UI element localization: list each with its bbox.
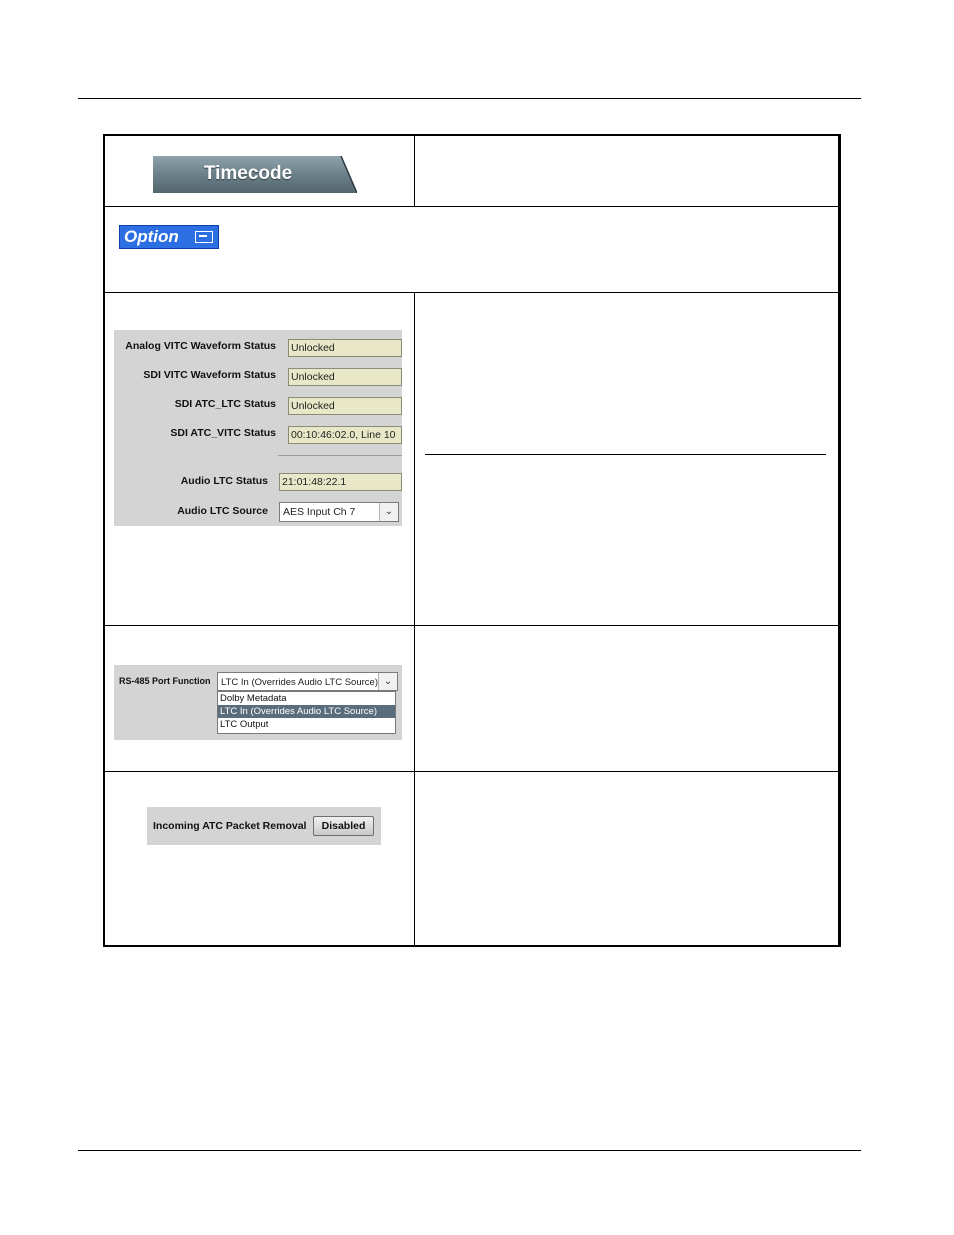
analog-vitc-label: Analog VITC Waveform Status: [125, 340, 276, 352]
table-divider: [105, 292, 838, 293]
sdi-atc-vitc-label: SDI ATC_VITC Status: [170, 427, 276, 439]
parameter-table: [103, 134, 841, 947]
audio-ltc-status-field: 21:01:48:22.1: [279, 473, 402, 491]
analog-vitc-status-field: Unlocked: [288, 339, 402, 357]
panel-separator: [278, 455, 402, 456]
sdi-atc-ltc-label: SDI ATC_LTC Status: [174, 398, 276, 410]
atc-packet-removal-panel: [147, 807, 381, 845]
header-rule: [78, 98, 861, 99]
footer-rule: [78, 1150, 861, 1151]
atc-packet-removal-label: Incoming ATC Packet Removal: [153, 820, 307, 832]
timecode-tab[interactable]: [153, 156, 357, 193]
column-divider: [414, 136, 415, 206]
rs485-port-function-select[interactable]: [217, 672, 398, 691]
table-divider: [105, 206, 838, 207]
sdi-vitc-status-field: Unlocked: [288, 368, 402, 386]
column-divider: [414, 292, 415, 947]
rs485-option-selected[interactable]: LTC In (Overrides Audio LTC Source): [218, 705, 395, 718]
chevron-down-icon[interactable]: ⌄: [378, 673, 397, 690]
audio-ltc-source-value: AES Input Ch 7: [283, 506, 356, 518]
table-divider: [105, 625, 838, 626]
section-rule: [425, 454, 826, 455]
sdi-vitc-label: SDI VITC Waveform Status: [143, 369, 276, 381]
rs485-selected-value: LTC In (Overrides Audio LTC Source): [221, 677, 378, 688]
timecode-tab-label: Timecode: [203, 163, 293, 184]
audio-ltc-source-label: Audio LTC Source: [177, 505, 268, 517]
rs485-panel: [114, 665, 402, 740]
timecode-status-panel: [114, 330, 402, 526]
chevron-down-icon[interactable]: ⌄: [379, 503, 398, 521]
rs485-option[interactable]: Dolby Metadata: [220, 693, 287, 704]
option-badge-label: Option: [124, 227, 179, 246]
rs485-option[interactable]: LTC Output: [220, 719, 269, 730]
sdi-atc-ltc-status-field: Unlocked: [288, 397, 402, 415]
audio-ltc-source-select[interactable]: [279, 502, 399, 522]
option-badge: [119, 225, 219, 249]
sdi-atc-vitc-status-field: 00:10:46:02.0, Line 10: [288, 426, 402, 444]
audio-ltc-status-label: Audio LTC Status: [180, 475, 268, 487]
rs485-port-function-label: RS-485 Port Function: [119, 676, 211, 686]
arrow-into-box-icon: [195, 231, 213, 243]
atc-packet-removal-button[interactable]: Disabled: [313, 816, 374, 836]
rs485-options-list: [217, 691, 396, 734]
table-divider: [105, 771, 838, 772]
